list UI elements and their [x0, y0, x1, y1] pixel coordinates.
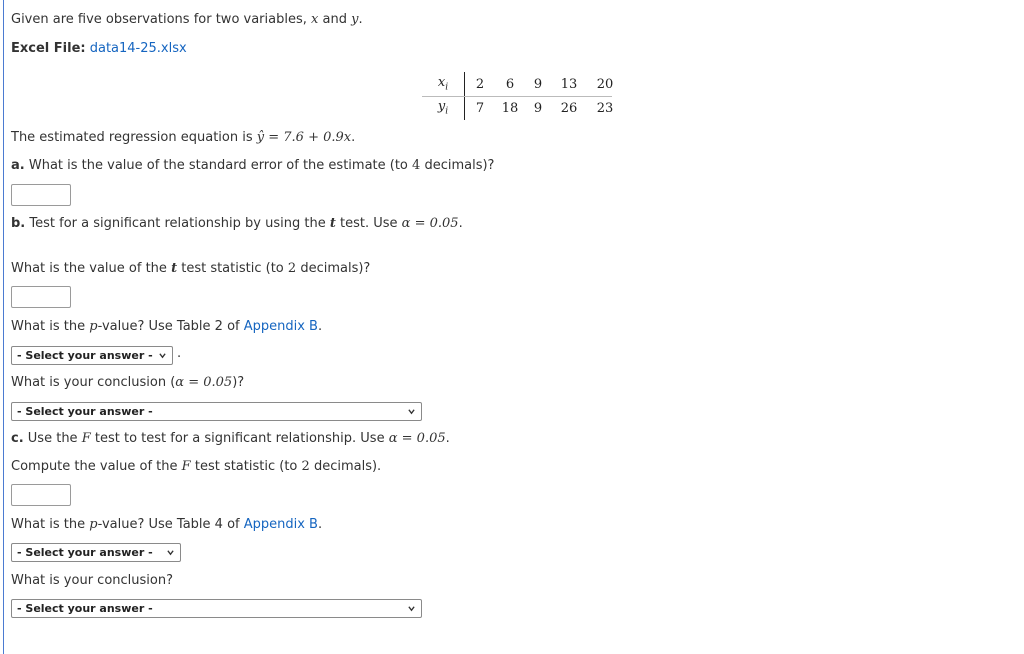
- t-pvalue-question: What is the p-value? Use Table 2 of Appendix B.: [11, 319, 323, 334]
- table-row-y: [428, 96, 623, 120]
- f-statistic-input[interactable]: [11, 484, 71, 506]
- t-conclusion-question: What is your conclusion (α = 0.05)?: [11, 375, 245, 390]
- t-statistic-input[interactable]: [11, 286, 71, 308]
- intro-text: Given are five observations for two variables, x and y.: [11, 12, 363, 27]
- question-c: c. Use the F test to test for a significant relationship. Use α = 0.05.: [11, 431, 450, 446]
- chevron-down-icon: [159, 352, 166, 359]
- table-cell: 20: [596, 76, 614, 92]
- excel-file-label: Excel File:: [11, 41, 86, 56]
- t-pvalue-select[interactable]: - Select your answer -: [11, 346, 173, 365]
- row-header-y: $y_i$: [437, 99, 449, 117]
- table-cell: 2: [465, 72, 496, 96]
- table-cell: 13: [560, 76, 578, 92]
- appendix-b-link[interactable]: Appendix B: [243, 319, 318, 334]
- appendix-b-link[interactable]: Appendix B: [243, 517, 318, 532]
- question-b: b. Test for a significant relationship by using the t test. Use α = 0.05.: [11, 216, 463, 231]
- f-conclusion-question: What is your conclusion?: [11, 573, 173, 588]
- excel-file-link[interactable]: data14-25.xlsx: [89, 41, 187, 56]
- f-pvalue-question: What is the p-value? Use Table 4 of Appendix B.: [11, 517, 323, 532]
- chevron-down-icon: [408, 408, 415, 415]
- chevron-down-icon: [408, 605, 415, 612]
- f-statistic-question: Compute the value of the F test statistic (to 2 decimals).: [11, 459, 382, 474]
- table-cell: 7: [465, 96, 496, 120]
- regression-text: The estimated regression equation is ŷ = 7.6 + 0.9x.: [11, 130, 356, 145]
- t-statistic-question: What is the value of the t test statistic (to 2 decimals)?: [11, 261, 371, 276]
- f-pvalue-select[interactable]: - Select your answer -: [11, 543, 181, 562]
- table-cell: 6: [505, 76, 515, 92]
- table-row-x: [428, 72, 623, 96]
- chevron-down-icon: [167, 549, 174, 556]
- left-border: [3, 0, 4, 654]
- table-cell: 9: [533, 100, 543, 116]
- table-cell: 26: [560, 100, 578, 116]
- standard-error-input[interactable]: [11, 184, 71, 206]
- question-a: a. What is the value of the standard error of the estimate (to 4 decimals)?: [11, 158, 495, 173]
- excel-file-line: [11, 41, 187, 56]
- table-divider: [422, 96, 612, 97]
- row-header-x: $x_i$: [437, 75, 449, 93]
- table-cell: 9: [533, 76, 543, 92]
- table-cell: 23: [596, 100, 614, 116]
- select-trailing-period: .: [177, 346, 182, 361]
- t-conclusion-select[interactable]: - Select your answer -: [11, 402, 422, 421]
- table-cell: 18: [501, 100, 519, 116]
- f-conclusion-select[interactable]: - Select your answer -: [11, 599, 422, 618]
